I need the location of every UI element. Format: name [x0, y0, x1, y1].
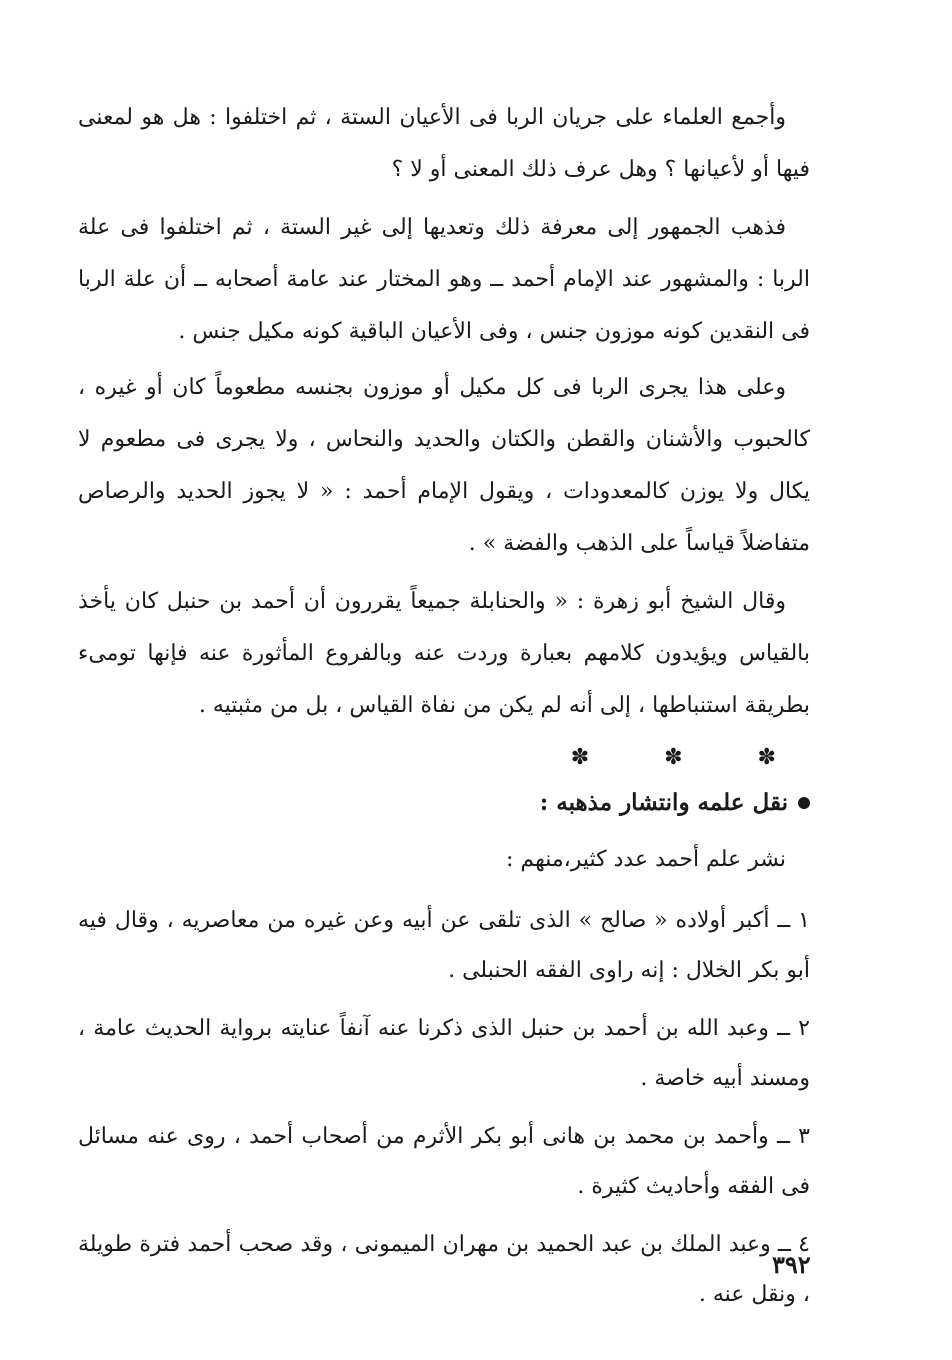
list-intro: نشر علم أحمد عدد كثير،منهم : [506, 847, 786, 872]
list-item: ٢ ــ وعبد الله بن أحمد بن حنبل الذى ذكرنا عنه آنفاً عنايته برواية الحديث عامة ، ومسند أبيه خاصة . [78, 1016, 810, 1091]
section-separator: ✽ ✽ ✽ [570, 745, 810, 770]
section-heading [78, 780, 810, 826]
list-item: ٤ ــ وعبد الملك بن عبد الحميد بن مهران الميمونى ، وقد صحب أحمد فترة طويلة ، ونقل عنه . [78, 1232, 810, 1307]
paragraph-riba-consensus: وأجمع العلماء على جريان الربا فى الأعيان الستة ، ثم اختلفوا : هل هو لمعنى فيها أو لأعيانها ؟ وهل عرف ذلك المعنى أو لا ؟ [78, 105, 810, 182]
bullet-icon [798, 797, 810, 809]
paragraph-majority-view: فذهب الجمهور إلى معرفة ذلك وتعديها إلى غير الستة ، ثم اختلفوا فى علة الربا : والمشهور عند الإمام أحمد ــ وهو المختار عند عامة أصحابه ــ أن علة الربا فى النقدين كونه موزون جنس ، وفى الأعيان الباقية كونه مكيل جنس . [78, 215, 810, 344]
list-item: ٣ ــ وأحمد بن محمد بن هانى أبو بكر الأثرم من أصحاب أحمد ، روى عنه مسائل فى الفقه وأحاديث كثيرة . [78, 1124, 810, 1199]
page-number: ٣٩٢ [772, 1250, 811, 1279]
page-body [78, 92, 810, 1328]
list-item: ١ ــ أكبر أولاده « صالح » الذى تلقى عن أبيه وعن غيره من معاصريه ، وقال فيه أبو بكر الخلال : إنه راوى الفقه الحنبلى . [78, 908, 810, 983]
section-heading-text: نقل علمه وانتشار مذهبه : [539, 789, 788, 816]
paragraph-abu-zahra-quote: وقال الشيخ أبو زهرة : « والحنابلة جميعاً يقررون أن أحمد بن حنبل كان يأخذ بالقياس ويؤيدون كلامهم بعبارة وردت عنه وبالفروع المأثورة عنه فإنها تومىء بطريقة استنباطها ، إلى أنه لم يكن من نفاة القياس ، بل من مثبتيه . [78, 589, 810, 718]
paragraph-riba-application: وعلى هذا يجرى الربا فى كل مكيل أو موزون بجنسه مطعوماً كان أو غيره ، كالحبوب والأشنان والقطن والكتان والحديد والنحاس ، ولا يجرى فى مطعوم لا يكال ولا يوزن كالمعدودات ، ويقول الإمام أحمد : « لا يجوز الحديد والرصاص متفاضلاً قياساً على الذهب والفضة » . [78, 375, 810, 556]
